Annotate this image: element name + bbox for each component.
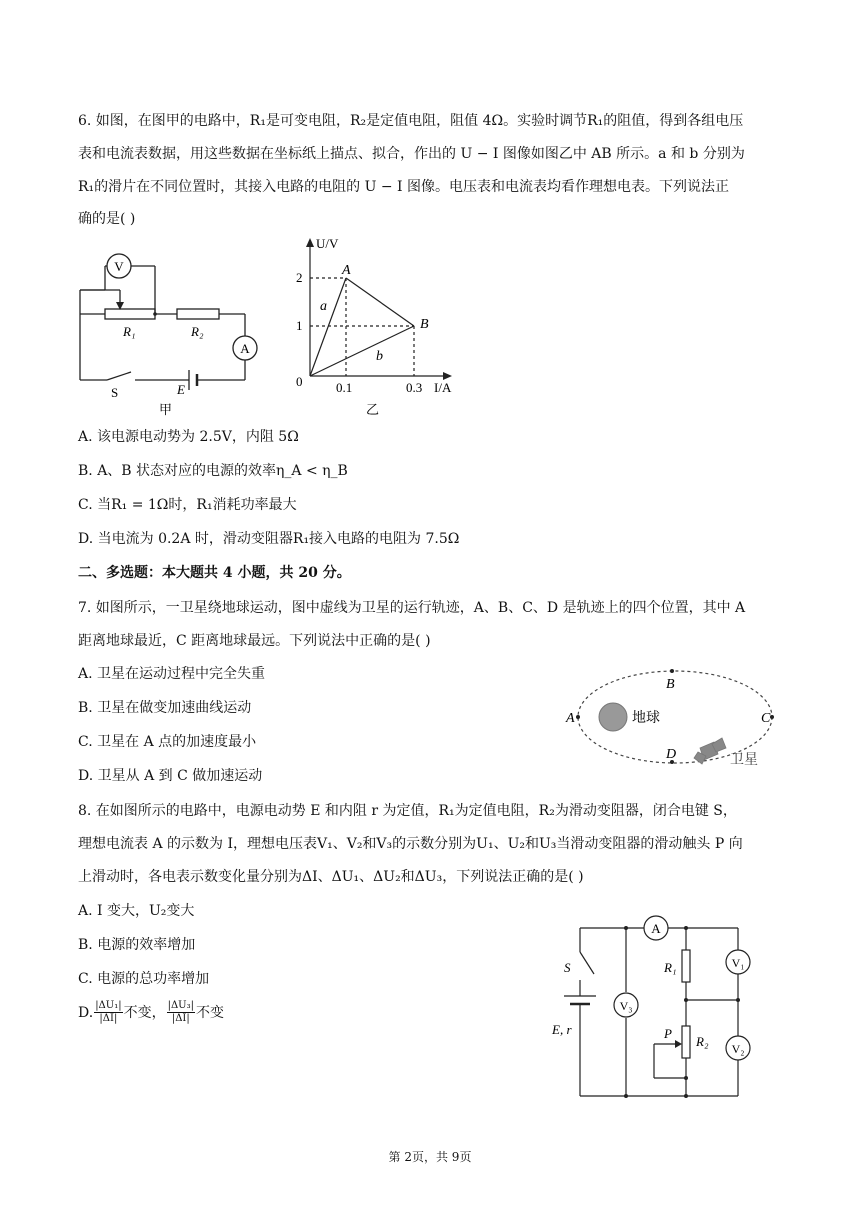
r2-label: R₂ [696,1034,709,1049]
q8-option-d [78,1000,224,1025]
q8-option-d-prefix: D. [78,1004,94,1021]
earth-icon [599,703,627,731]
y-tick-2: 2 [296,270,303,285]
q6-graph-yi [290,236,460,420]
fraction-numerator: |ΔU₁| [95,1000,122,1011]
q6-stem-line3: R₁的滑片在不同位置时，其接入电路的电阻的 U − I 图像。电压表和电流表均看作理想电表。下列说法正 [78,179,730,195]
voltmeter-label: V [114,259,124,274]
ammeter-label: A [240,341,250,356]
earth-label: 地球 [632,711,660,726]
q7-option-d: D. 卫星从 A 到 C 做加速运动 [78,768,263,784]
point-b-label: B [420,317,429,332]
x-tick-01: 0.1 [336,380,353,395]
fraction-denominator: |ΔI| [99,1013,118,1024]
q8-option-c: C. 电源的总功率增加 [78,971,210,987]
q7-orbit-figure [562,660,787,772]
line-b-label: b [376,349,383,364]
caption-yi: 乙 [366,402,380,417]
fraction-du1-di [94,1000,122,1025]
point-a-label: A [342,263,351,278]
line-a-label: a [320,299,327,314]
q6-circuit-jia [75,248,275,418]
q7-option-c: C. 卫星在 A 点的加速度最小 [78,734,257,750]
r1-label: R₁ [123,324,136,339]
q6-option-c: C. 当R₁ = 1Ω时，R₁消耗功率最大 [78,497,297,513]
q8-stem-line1: 8. 在如图所示的电路中，电源电动势 E 和内阻 r 为定值，R₁为定值电阻，R₂为滑动变阻器，闭合电键 S， [78,803,737,819]
q8-stem-line3: 上滑动时，各电表示数变化量分别为ΔI、ΔU₁、ΔU₂和ΔU₃，下列说法正确的是( ) [78,869,584,885]
satellite-label: 卫星 [730,753,758,768]
section-heading: 二、多选题：本大题共 4 小题，共 20 分。 [78,565,351,581]
q6-option-d: D. 当电流为 0.2A 时，滑动变阻器R₁接入电路的电阻为 7.5Ω [78,531,460,547]
switch-label: S [564,960,571,975]
q8-option-d-mid: 不变， [123,1004,166,1021]
q8-option-b: B. 电源的效率增加 [78,937,196,953]
r1-label: R₁ [664,960,677,975]
q6-stem-line1: 6. 如图，在图甲的电路中，R₁是可变电阻，R₂是定值电阻，阻值 4Ω。实验时调节R₁的阻值，得到各组电压 [78,113,744,129]
orbit-point-c: C [761,711,771,726]
fraction-du3-di [167,1000,195,1025]
y-axis-label: U/V [316,236,339,251]
fraction-denominator: |ΔI| [171,1013,190,1024]
q7-stem-line1: 7. 如图所示，一卫星绕地球运动，图中虚线为卫星的运行轨迹，A、B、C、D 是轨迹上的四个位置，其中 A [78,600,746,616]
x-axis-label: I/A [434,380,452,395]
q8-option-d-suffix: 不变 [196,1004,224,1021]
q7-option-b: B. 卫星在做变加速曲线运动 [78,700,252,716]
origin-label: 0 [296,374,303,389]
switch-label: S [111,385,119,400]
v2-label: V₂ [731,1042,745,1056]
page-footer: 第 2页，共 9页 [388,1150,472,1164]
q6-option-a: A. 该电源电动势为 2.5V，内阻 5Ω [78,429,299,445]
orbit-point-d: D [666,747,677,762]
x-tick-03: 0.3 [406,380,423,395]
fraction-numerator: |ΔU₃| [167,1000,194,1011]
q7-option-a: A. 卫星在运动过程中完全失重 [78,666,266,682]
v3-label: V₃ [619,999,633,1013]
y-tick-1: 1 [296,318,303,333]
emf-label: E, r [552,1022,572,1037]
q7-stem-line2: 距离地球最近，C 距离地球最远。下列说法中正确的是( ) [78,633,431,649]
orbit-point-a: A [566,711,575,726]
slider-p-label: P [664,1026,672,1041]
caption-jia: 甲 [159,402,173,417]
q8-circuit-figure [546,900,786,1106]
q8-stem-line2: 理想电流表 A 的示数为 I，理想电压表V₁、V₂和V₃的示数分别为U₁、U₂和U₃当滑动变阻器的滑动触头 P 向 [78,836,743,852]
emf-label: E [177,382,185,397]
r2-label: R₂ [191,324,204,339]
q6-option-b: B. A、B 状态对应的电源的效率η_A < η_B [78,463,348,479]
orbit-point-b: B [666,677,675,692]
ammeter-label: A [651,921,661,936]
q6-stem-line2: 表和电流表数据，用这些数据在坐标纸上描点、拟合，作出的 U − I 图像如图乙中 AB 所示。a 和 b 分别为 [78,146,745,162]
q8-option-a: A. I 变大，U₂变大 [78,903,195,919]
q6-stem-line4: 确的是( ) [78,211,136,227]
v1-label: V₁ [731,956,745,970]
